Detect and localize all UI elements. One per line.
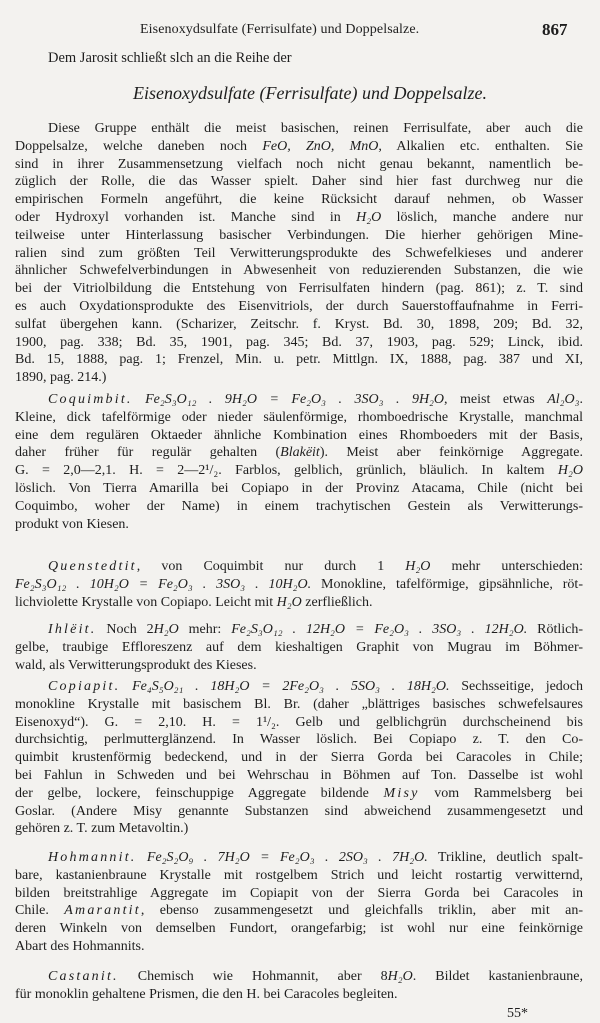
text-line — [15, 731, 583, 749]
text-line — [15, 902, 583, 920]
paragraph-introduction — [15, 120, 583, 387]
italic-formula: H₂O — [405, 559, 431, 574]
text-run: daher früher für regulär gehalten ( — [15, 445, 281, 461]
mineral-name: Copiapit. — [48, 679, 121, 694]
paragraph-quenstedtit — [15, 558, 583, 611]
mineral-name: Amarantit — [64, 903, 141, 919]
text-line — [15, 767, 583, 785]
text-line — [15, 427, 583, 445]
text-line — [15, 920, 583, 938]
text-line — [15, 391, 583, 409]
text-run: 1890, pag. 214.) — [15, 370, 107, 386]
text-line — [15, 968, 583, 986]
mineral-name: Hohmannit. — [48, 850, 137, 865]
paragraph-coquimbit — [15, 391, 583, 533]
text-run — [137, 850, 147, 865]
text-line — [15, 696, 583, 714]
text-run: oder Hydroxyl vorhanden ist. Manche sind in — [15, 209, 357, 225]
text-run: mehr: — [178, 622, 232, 637]
text-run: deren Winkeln von demselben Fundort, orangefarbig; ist wohl nur eine feinkörnige — [15, 921, 583, 937]
text-run: Rötlich- — [527, 622, 584, 637]
text-run: , ebenso zusammengesetzt und gleichfalls triklin, aber mit an- — [140, 903, 584, 919]
text-line — [15, 227, 583, 245]
text-run: . — [579, 392, 583, 407]
text-run: es auch Oxydationsprodukte des Eisenvitriols, der durch Sauerstoffaufnahme in Ferri- — [15, 298, 583, 314]
text-run: teilweise unter Hinterlassung basischer Verbindungen. Die hierher gehörigen Mine- — [15, 227, 583, 243]
text-run: . Bildet kastanienbraune, — [412, 969, 583, 984]
text-run: ralien sind zum größten Teil Verwitterungsprodukte des Schwefelkieses und anderer — [15, 245, 583, 261]
text-line — [15, 444, 583, 462]
text-run: löslich. Von Tierra Amarilla bei Copiapo in der Provinz Atacama, Chile (nicht bei — [15, 480, 583, 496]
text-run: ). Meist aber feinkörnige Aggregate. — [319, 445, 583, 461]
text-line — [15, 749, 583, 767]
text-line — [15, 462, 583, 480]
paragraph-ihleit — [15, 621, 583, 674]
text-line — [15, 334, 583, 352]
text-run: Trikline, deutlich spalt- — [427, 850, 584, 865]
italic-formula: H₂O — [276, 594, 302, 610]
italic-formula: H₂O — [387, 969, 413, 984]
text-line — [15, 639, 583, 657]
text-line — [15, 657, 583, 675]
text-run: löslich, manche andere nur — [381, 209, 583, 225]
text-line — [15, 558, 583, 576]
text-run: G. = 2,0—2,1. H. = 2—2¹/₂. Farblos, gelblich, grünlich, bläulich. In kaltem — [15, 463, 558, 479]
text-run: Goslar. (Andere Misy genannte Substanzen sind abweichend zusammengesetzt und — [15, 803, 583, 819]
text-run: sulfat übergehen kann. (Scharizer, Zeitschr. f. Kryst. Bd. 30, 1898, 209; Bd. 32, — [15, 316, 583, 332]
italic-formula: H₂O — [356, 209, 382, 225]
text-run: Bd. 15, 1888, pag. 1; Frenzel, Min. u. petr. Mittlgn. IX, 1888, pag. 387 und XI, — [15, 352, 583, 368]
text-line — [15, 262, 583, 280]
paragraph-copiapit — [15, 678, 583, 838]
text-line — [15, 120, 583, 138]
text-run: sind in ihrer Zusammensetzung vielfach noch nicht genau bekannt, namentlich be- — [15, 156, 583, 172]
text-line — [15, 191, 583, 209]
text-run: Sechsseitige, jedoch — [449, 679, 584, 694]
text-run: Doppelsalze, welche daneben noch — [15, 138, 263, 154]
text-line — [15, 849, 583, 867]
text-line — [15, 867, 583, 885]
text-line — [15, 803, 583, 821]
text-run: bare, kastanienbraune Krystalle mit rostgelbem Strich und leicht rostartig verwitternd, — [15, 867, 583, 883]
mineral-name: Quenstedtit — [48, 559, 137, 574]
running-title: Eisenoxydsulfate (Ferrisulfate) und Doppelsalze. — [140, 22, 420, 37]
text-line — [15, 820, 583, 838]
text-run: Kleine, dick tafelförmige oder nieder säulenförmige, rhomboedrische Krystalle, manchmal — [15, 409, 583, 425]
text-run: durchsichtig, perlmutterglänzend. In Wasser löslich. Bei Copiapo z. T. den Co- — [15, 732, 583, 748]
text-line — [15, 138, 583, 156]
text-run: Diese Gruppe enthält die meist basischen, reinen Ferrisulfate, aber auch die — [48, 121, 583, 136]
italic-formula: Blakëit — [280, 445, 320, 461]
text-run — [120, 679, 132, 694]
section-heading: Eisenoxydsulfate (Ferrisulfate) und Doppelsalze. — [133, 83, 487, 103]
text-line — [15, 298, 583, 316]
text-line — [15, 986, 583, 1004]
signature-mark: 55* — [507, 1006, 528, 1021]
intro-sentence: Dem Jarosit schließt slch an die Reihe der — [48, 50, 292, 66]
text-run: Chile. — [15, 903, 65, 919]
text-run: wald, als Verwitterungsprodukt des Kieses. — [15, 657, 257, 673]
text-line — [15, 885, 583, 903]
mineral-name: Coquimbit. — [48, 392, 133, 407]
text-run: Abart des Hohmannits. — [15, 938, 145, 954]
page-number: 867 — [542, 20, 568, 39]
text-line — [15, 594, 583, 612]
paragraph-castanit — [15, 968, 583, 1004]
text-line — [15, 209, 583, 227]
italic-formula: Fe₂S₂O₉ . 7H₂O = Fe₂O₃ . 2SO₃ . 7H₂O. — [146, 850, 428, 865]
text-line — [15, 576, 583, 594]
text-run: ähnlicher Schwefelverbindungen in Abwesenheit von reduzierenden Substanzen, die wie — [15, 263, 583, 279]
text-line — [15, 621, 583, 639]
text-run: bei Fahlun in Schweden und bei Wehrschau in Böhmen auf Ton. Dasselbe ist wohl — [15, 767, 583, 783]
mineral-name: Ihlëit. — [48, 622, 97, 637]
text-run: , Alkalien etc. enthalten. Sie — [378, 138, 583, 154]
mineral-name: Misy — [383, 785, 420, 801]
text-run: mehr unterschieden: — [430, 559, 583, 574]
text-run: vom Rammelsberg bei — [419, 785, 584, 801]
text-line — [15, 409, 583, 427]
text-line — [15, 316, 583, 334]
text-run: 1900, pag. 338; Bd. 35, 1901, pag. 345; Bd. 37, 1903, pag. 529; Linck, ibid. — [15, 334, 583, 350]
text-run: züglich der Rolle, die das Wasser spielt. Daher sind hier fast durchweg nur die — [15, 174, 583, 190]
text-run: , von Coquimbit nur durch 1 — [136, 559, 406, 574]
text-run: Chemisch wie Hohmannit, aber 8 — [118, 969, 388, 984]
text-run — [133, 392, 145, 407]
text-line — [15, 714, 583, 732]
text-line — [15, 480, 583, 498]
text-line — [15, 785, 583, 803]
text-line — [15, 245, 583, 263]
text-run: Coquimbo, woher der Name) in einem trachytischen Gestein als Verwitterungs- — [15, 498, 583, 514]
italic-formula: H₂O — [557, 463, 583, 479]
text-line — [15, 498, 583, 516]
text-line — [15, 351, 583, 369]
text-run: Noch 2 — [96, 622, 154, 637]
italic-formula: Fe₂S₃O₁₂ . 12H₂O = Fe₂O₃ . 3SO₃ . 12H₂O. — [231, 622, 528, 637]
text-line — [15, 173, 583, 191]
text-run: der gelbe, lockere, feinschuppige Aggregate bildende — [15, 785, 384, 801]
text-run: monokline Krystalle mit basischem Bl. Br. (daher „blättriges basisches schwefelsaures — [15, 696, 583, 712]
text-line — [15, 156, 583, 174]
text-run: quimbit krustenförmig bedeckend, und in der Sierra Gorda bei Caracoles in Chile; — [15, 750, 583, 766]
text-line — [15, 516, 583, 534]
italic-formula: Fe₂S₃O₁₂ . 10H₂O = Fe₂O₃ . 3SO₃ . 10H₂O. — [15, 576, 312, 592]
italic-formula: H₂O — [153, 622, 179, 637]
italic-formula: Fe₂S₃O₁₂ . 9H₂O = Fe₂O₃ . 3SO₃ . 9H₂O — [145, 392, 445, 407]
italic-formula: Al₂O₃ — [547, 392, 580, 407]
text-run: gelbe, traubige Effloreszenz auf dem kieshaltigen Graphit von Mugrau im Böhmer- — [15, 639, 583, 655]
text-run: , meist etwas — [444, 392, 548, 407]
text-line — [15, 678, 583, 696]
text-run: eine dem regulären Oktaeder ähnliche Kombination eines Rhomboeders mit der Basis, — [15, 427, 583, 443]
text-run: bei der Vitriolbildung die Entstehung von Ferrisulfaten hindern (pag. 861); z. T. sind — [15, 281, 583, 297]
italic-formula: FeO, ZnO, MnO — [262, 138, 379, 154]
text-run: lichviolette Krystalle von Copiapo. Leicht mit — [15, 594, 277, 610]
text-run: produkt von Kiesen. — [15, 516, 129, 532]
text-run: empirischen Formeln angeführt, die keine Rücksicht darauf nehmen, ob Wasser — [15, 192, 583, 208]
text-line — [15, 369, 583, 387]
text-run: bilden breitstrahlige Aggregate im Copiapit von der Sierra Gorda bei Caracoles in — [15, 885, 583, 901]
text-run: Eisenoxyd“). G. = 2,10. H. = 1¹/₂. Gelb und gelblichgrün durchscheinend bis — [15, 714, 583, 730]
text-run: für monoklin gehaltene Prismen, die den H. bei Caracoles begleiten. — [15, 986, 398, 1002]
mineral-name: Castanit. — [48, 969, 119, 984]
paragraph-hohmannit — [15, 849, 583, 956]
text-run: Monokline, tafelförmige, gipsähnliche, röt- — [311, 576, 583, 592]
text-line — [15, 938, 583, 956]
text-run: zerfließlich. — [301, 594, 373, 610]
text-line — [15, 280, 583, 298]
italic-formula: Fe₄S₅O₂₁ . 18H₂O = 2Fe₂O₃ . 5SO₃ . 18H₂O. — [132, 679, 450, 694]
text-run: gehören z. T. zum Metavoltin.) — [15, 821, 189, 837]
